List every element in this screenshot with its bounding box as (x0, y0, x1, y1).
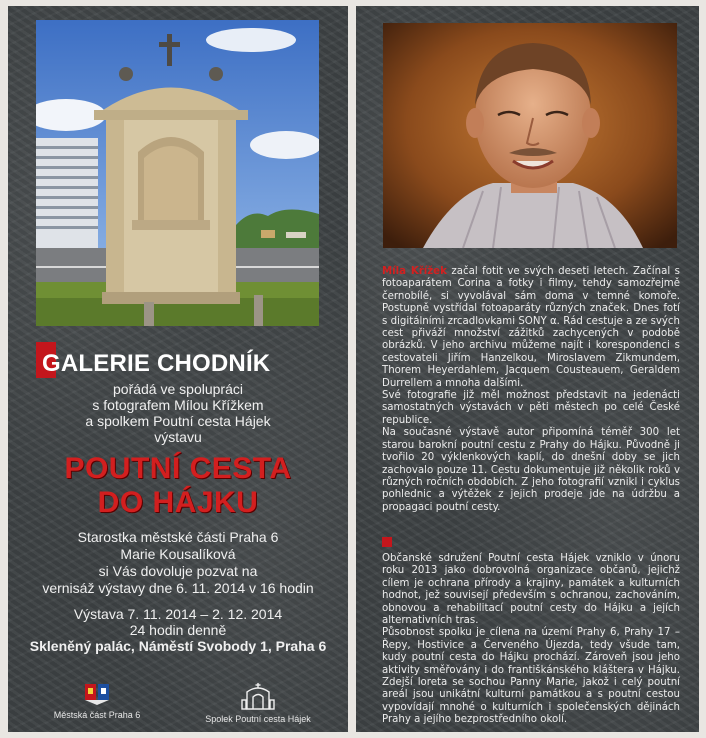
left-panel (8, 6, 348, 732)
red-bullet-square (382, 537, 392, 547)
dates-line: 24 hodin denně (129, 622, 227, 638)
mayor-line: Marie Kousalíková (120, 546, 236, 562)
author-name: Míla Křížek (382, 266, 447, 277)
association-paragraph: Občanské sdružení Poutní cesta Hájek vzniklo v únoru roku 2013 jako dobrovolná organizace občanů, jejichž cílem je ochrana přírody a krajiny, památek a kulturních hodnot, jež souvisejí především s ochranou, zachováním, obnovou a rehabilitací poutní cesty do Hájku a jejích alternativních tras. (382, 553, 680, 627)
portrait-photo (383, 23, 677, 248)
mayor-line: si Vás dovoluje pozvat na (98, 563, 258, 579)
invite-line: pořádá ve spolupráci (113, 381, 243, 397)
exhibition-title-line: POUTNÍ CESTA (64, 452, 292, 485)
poutni-cesta-logo (188, 682, 328, 724)
chapel-outline-icon (241, 682, 275, 710)
bio-text: začal fotit ve svých deseti letech. Začínal s fotoaparátem Corina a fotky i filmy, tehdy samozřejmě černobílé, si vyvolával sám doma v temné komoře. Postupně vystřídal fotoaparáty různých značek. Dnes fotí s digitálními zrcadlovkami SONY α. Rád cestuje a ze svých cest přiváží množství zážitků zachycených v podobě obrázků. V jeho archivu můžeme najít i korespondenci s cestovateli Jiřím Hanzelkou, Miroslavem Zikmundem, Thorem Heyerdahlem, Jacquem Cousteauem, Geraldem Durrellem a mnoha dalšími. (382, 266, 680, 389)
invite-line: výstavu (154, 429, 202, 445)
mayor-line: Starostka městské části Praha 6 (77, 529, 279, 545)
bio-paragraph: Své fotografie již měl možnost představit na jedenácti samostatných výstavách v pěti městech po celé České republice. (382, 390, 680, 426)
poutni-cesta-label: Spolek Poutní cesta Hájek (205, 714, 311, 724)
gallery-title: GALERIE CHODNÍK (42, 350, 271, 377)
bio-paragraph (382, 266, 680, 390)
venue: Skleněný palác, Náměstí Svobody 1, Praha 6 (29, 638, 327, 654)
invite-line: a spolkem Poutní cesta Hájek (85, 413, 271, 429)
dates-line: Výstava 7. 11. 2014 – 2. 12. 2014 (73, 606, 283, 622)
exhibition-title-line: DO HÁJKU (97, 486, 259, 519)
invite-line: s fotografem Mílou Křížkem (92, 397, 264, 413)
exhibition-dates (8, 606, 348, 654)
association-text (382, 553, 680, 727)
right-panel (356, 6, 699, 732)
bio-paragraph: Na současné výstavě autor připomíná téměř 300 let starou barokní poutní cestu z Prahy do Hájku. Původně ji tvořilo 20 výklenkových kaplí, do dnešní doby se jich zachovalo pouze 11. Cestu dokumentuje již několik roků v různých ročních obdobích. Z jeho fotografií vznikl i cyklus pohlednic a výtěžek z jejich prodeje jde na údržbu a propagaci poutní cesty. (382, 427, 680, 513)
coat-of-arms-icon (82, 682, 112, 706)
praha6-logo (42, 682, 152, 720)
exhibition-title (8, 452, 348, 520)
chapel-photo (36, 20, 319, 326)
praha6-label: Městská část Praha 6 (53, 710, 141, 720)
association-paragraph: Působnost spolku je cílena na území Prahy 6, Prahy 17 – Řepy, Hostivice a Červeného Újezda, tedy všude tam, kudy poutní cesta do Hájku prochází. Zároveň jsou jeho aktivity směřovány i do františkánského kláštera v Hájku. Zdejší loreta se sochou Panny Marie, jakož i celý poutní areál jsou unikátní kulturní památkou a s poutní cestou vypovídají mnohé o kulturních i společenských dějinách Prahy a jejího bezprostředního okolí. (382, 627, 680, 726)
invite-text (8, 381, 348, 445)
author-bio (382, 266, 680, 514)
mayor-line: vernisáž výstavy dne 6. 11. 2014 v 16 hodin (42, 580, 314, 596)
gallery-title-row (36, 340, 270, 378)
mayor-invitation (8, 529, 348, 597)
